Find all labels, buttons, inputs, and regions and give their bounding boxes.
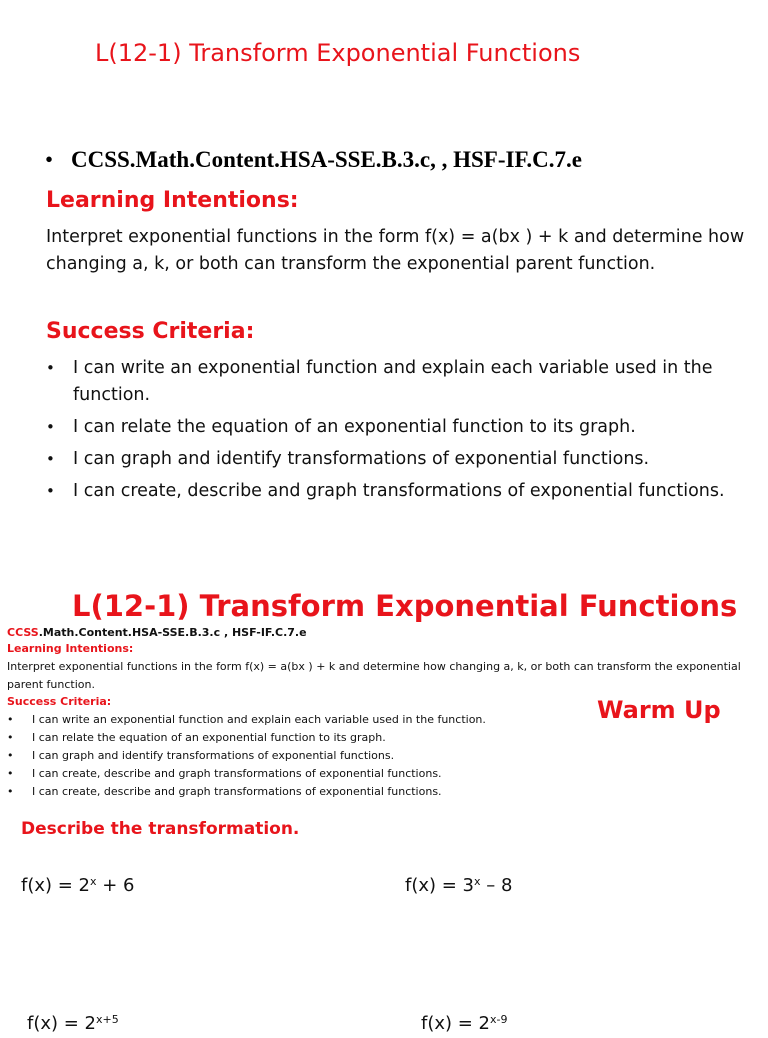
slide1-success-criteria-list — [46, 355, 761, 510]
equation — [405, 872, 512, 900]
slide2-learning-intentions-heading: Learning Intentions: — [7, 642, 134, 655]
equation-base: f(x) = 2 — [421, 1013, 491, 1034]
slide1-learning-intentions-heading: Learning Intentions: — [46, 188, 299, 213]
equation — [27, 1010, 119, 1038]
equation-base: f(x) = 3 — [405, 875, 475, 896]
slide1-learning-intentions-text: Interpret exponential functions in the form f(x) = a(bx ) + k and determine how changing a, k, or both can transform the exponential parent function. — [46, 227, 745, 274]
equation-exponent: x+5 — [96, 1013, 119, 1026]
success-criteria-text: I can write an exponential function and explain each variable used in the function. — [32, 713, 486, 726]
success-criteria-text: I can graph and identify transformations of exponential functions. — [73, 449, 650, 469]
slide2-success-criteria-list — [7, 711, 567, 801]
equation-exponent: x — [474, 875, 481, 888]
success-criteria-item — [7, 747, 567, 765]
success-criteria-item — [7, 765, 567, 783]
slide1-standards-text: CCSS.Math.Content.HSA-SSE.B.3.c, , HSF-IF.C.7.e — [71, 147, 582, 172]
slide2-learning-intentions-text: Interpret exponential functions in the form f(x) = a(bx ) + k and determine how changing a, k, or both can transform the exponential parent function. — [7, 660, 741, 691]
slide1-success-criteria-heading: Success Criteria: — [46, 319, 255, 344]
success-criteria-item — [7, 729, 567, 747]
success-criteria-item — [46, 355, 761, 409]
success-criteria-text: I can create, describe and graph transformations of exponential functions. — [32, 767, 442, 780]
success-criteria-item — [7, 783, 567, 801]
slide1-standards-item — [45, 142, 582, 178]
equation-base: f(x) = 2 — [21, 875, 91, 896]
equation-base: f(x) = 2 — [27, 1013, 97, 1034]
bullet-icon: • — [7, 731, 14, 744]
equation — [421, 1010, 508, 1038]
bullet-icon: • — [7, 767, 14, 780]
success-criteria-item — [7, 711, 567, 729]
bullet-icon: • — [46, 418, 55, 436]
success-criteria-item — [46, 478, 761, 505]
slide2-success-criteria-heading: Success Criteria: — [7, 695, 112, 708]
slide2-standards-prefix: CCSS — [7, 626, 39, 639]
bullet-icon: • — [7, 785, 14, 798]
bullet-icon: • — [7, 749, 14, 762]
success-criteria-text: I can write an exponential function and explain each variable used in the function. — [73, 358, 713, 405]
bullet-icon: • — [46, 482, 55, 500]
equation-exponent: x-9 — [490, 1013, 508, 1026]
slide2-standards — [7, 625, 307, 641]
slide1-title: L(12-1) Transform Exponential Functions — [95, 39, 581, 67]
equation — [21, 872, 135, 900]
slide2-standards-rest: .Math.Content.HSA-SSE.B.3.c , HSF-IF.C.7.e — [38, 626, 307, 639]
success-criteria-text: I can graph and identify transformations of exponential functions. — [32, 749, 395, 762]
success-criteria-item — [46, 446, 761, 473]
describe-prompt: Describe the transformation. — [21, 819, 300, 839]
bullet-icon: • — [46, 359, 55, 377]
warm-up-label: Warm Up — [597, 696, 721, 724]
equation-exponent: x — [90, 875, 97, 888]
success-criteria-text: I can relate the equation of an exponential function to its graph. — [32, 731, 386, 744]
success-criteria-text: I can relate the equation of an exponential function to its graph. — [73, 417, 636, 437]
bullet-icon: • — [7, 713, 14, 726]
slide2-title: L(12-1) Transform Exponential Functions — [72, 589, 738, 623]
bullet-icon: • — [46, 450, 55, 468]
success-criteria-item — [46, 414, 761, 441]
success-criteria-text: I can create, describe and graph transformations of exponential functions. — [32, 785, 442, 798]
equation-tail: + 6 — [96, 875, 135, 896]
success-criteria-text: I can create, describe and graph transformations of exponential functions. — [73, 481, 725, 501]
equation-tail: – 8 — [480, 875, 513, 896]
bullet-icon: • — [45, 147, 54, 172]
